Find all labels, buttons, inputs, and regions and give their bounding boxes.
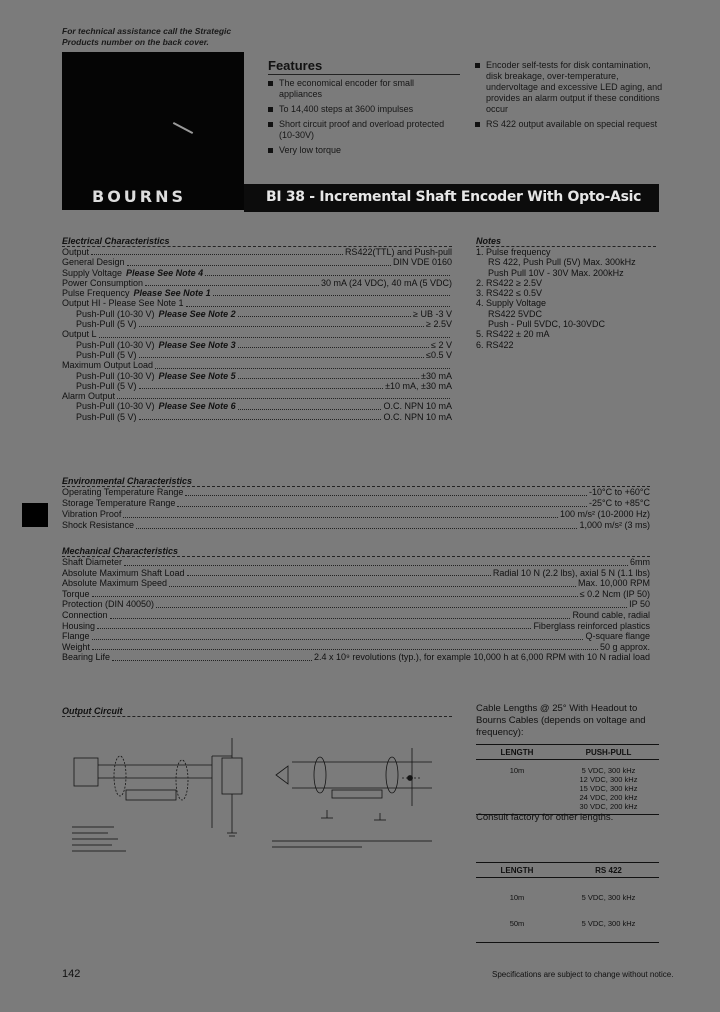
table-cell: 5 VDC, 300 kHz bbox=[581, 766, 636, 775]
dot-leader bbox=[177, 506, 587, 507]
spec-row bbox=[62, 557, 650, 568]
spec-value: Round cable, radial bbox=[572, 609, 650, 620]
spec-row bbox=[62, 621, 650, 632]
rs422-cable-table bbox=[476, 862, 659, 943]
spec-label: Push-Pull (5 V) bbox=[76, 411, 137, 422]
spec-label: Alarm Output bbox=[62, 391, 116, 402]
push-pull-cable-table bbox=[476, 744, 659, 815]
dot-leader bbox=[238, 409, 382, 410]
spec-note: Please See Note 2 bbox=[158, 308, 236, 319]
spec-label: Pulse Frequency bbox=[62, 288, 130, 299]
table-body bbox=[476, 760, 659, 814]
brand-logo: BOURNS bbox=[92, 187, 187, 206]
footer-disclaimer: Specifications are subject to change without notice. bbox=[492, 970, 674, 979]
spec-label: Storage Temperature Range bbox=[62, 498, 176, 508]
spec-value: -25°C to +85°C bbox=[589, 498, 650, 508]
spec-label: Torque bbox=[62, 588, 90, 599]
column-header: LENGTH bbox=[500, 747, 534, 757]
spec-label: Push-Pull (10-30 V) bbox=[76, 401, 155, 412]
spec-row bbox=[62, 589, 650, 600]
dot-leader bbox=[124, 565, 628, 566]
table-row bbox=[476, 802, 659, 811]
spec-value: RS422(TTL) and Push-pull bbox=[344, 247, 452, 257]
spec-label: Push-Pull (5 V) bbox=[76, 349, 137, 360]
table-body bbox=[476, 878, 659, 942]
section-heading: Notes bbox=[476, 236, 656, 247]
spec-value: DIN VDE 0160 bbox=[392, 257, 452, 268]
spec-row bbox=[62, 599, 650, 610]
table-row bbox=[476, 775, 659, 784]
table-cell: 30 VDC, 200 kHz bbox=[579, 802, 638, 811]
spec-row bbox=[62, 371, 452, 381]
table-row bbox=[476, 784, 659, 793]
dot-leader bbox=[139, 419, 382, 420]
note-line: 2. RS422 ≥ 2.5V bbox=[476, 277, 542, 288]
spec-note: Please See Note 6 bbox=[158, 401, 236, 412]
environmental-characteristics bbox=[62, 476, 650, 531]
spec-row bbox=[62, 498, 650, 509]
table-row bbox=[476, 910, 659, 936]
features-list-left bbox=[268, 78, 458, 160]
features-title: Features bbox=[268, 58, 323, 73]
dot-leader bbox=[110, 618, 571, 619]
mechanical-characteristics bbox=[62, 546, 650, 663]
spec-label: Connection bbox=[62, 609, 108, 620]
spec-row bbox=[62, 278, 452, 288]
column-header: RS 422 bbox=[595, 865, 622, 875]
spec-label: Push-Pull (10-30 V) bbox=[76, 308, 155, 319]
dot-leader bbox=[185, 495, 587, 496]
dot-leader bbox=[205, 275, 450, 276]
spec-row bbox=[62, 568, 650, 579]
spec-row bbox=[62, 642, 650, 653]
note-line: RS 422, Push Pull (5V) Max. 300kHz bbox=[488, 257, 636, 268]
spec-row bbox=[62, 268, 452, 278]
spec-value: ≤ 2 V bbox=[431, 339, 452, 350]
dot-leader bbox=[139, 326, 425, 327]
spec-row bbox=[62, 401, 452, 411]
note-line: Push Pull 10V - 30V Max. 200kHz bbox=[488, 267, 624, 278]
product-title-bar bbox=[244, 184, 659, 212]
table-cell: 5 VDC, 300 kHz bbox=[581, 918, 636, 928]
spec-label: Housing bbox=[62, 620, 96, 631]
spec-value: Fiberglass reinforced plastics bbox=[533, 620, 650, 631]
spec-value: ±30 mA bbox=[421, 370, 452, 381]
table-header bbox=[476, 745, 659, 760]
spec-label: Protection (DIN 40050) bbox=[62, 599, 155, 610]
spec-label: Absolute Maximum Shaft Load bbox=[62, 567, 185, 578]
spec-value: 6mm bbox=[630, 557, 650, 567]
table-cell: 10m bbox=[509, 766, 525, 775]
spec-value: 1,000 m/s² (3 ms) bbox=[579, 520, 650, 530]
table-row bbox=[476, 793, 659, 802]
dot-leader bbox=[123, 517, 558, 518]
column-header: PUSH-PULL bbox=[585, 747, 632, 757]
spec-row bbox=[62, 631, 650, 642]
spec-label: Shock Resistance bbox=[62, 520, 135, 530]
spec-value: ≥ 2.5V bbox=[426, 319, 452, 330]
dot-leader bbox=[145, 285, 319, 286]
spec-label: Absolute Maximum Speed bbox=[62, 578, 168, 589]
notes-lines bbox=[476, 247, 666, 350]
spec-value: ±10 mA, ±30 mA bbox=[385, 380, 452, 391]
section-heading: Mechanical Characteristics bbox=[62, 546, 650, 557]
product-photo bbox=[62, 52, 244, 210]
table-cell: 5 VDC, 300 kHz bbox=[581, 892, 636, 902]
spec-row bbox=[62, 350, 452, 360]
table-cell: 50m bbox=[509, 918, 525, 928]
dot-leader bbox=[136, 528, 577, 529]
spec-label: Flange bbox=[62, 631, 90, 642]
section-heading: Electrical Characteristics bbox=[62, 236, 452, 247]
spec-value: 100 m/s² (10-2000 Hz) bbox=[559, 509, 650, 519]
column-header: LENGTH bbox=[500, 865, 534, 875]
dot-leader bbox=[99, 337, 450, 338]
feature-item: Very low torque bbox=[268, 145, 458, 156]
dot-leader bbox=[92, 596, 578, 597]
spec-row bbox=[62, 288, 452, 298]
spec-value: ≤ 0.2 Ncm (IP 50) bbox=[579, 588, 650, 599]
spec-note: Please See Note 3 bbox=[158, 339, 236, 350]
feature-item: The economical encoder for small appliances bbox=[268, 78, 458, 100]
spec-label: Supply Voltage bbox=[62, 267, 123, 278]
spec-label: Bearing Life bbox=[62, 652, 111, 663]
product-title: BI 38 - Incremental Shaft Encoder With Opto-Asic bbox=[266, 189, 642, 205]
mechanical-rows bbox=[62, 557, 650, 663]
spec-row bbox=[62, 319, 452, 329]
spec-label: Push-Pull (10-30 V) bbox=[76, 370, 155, 381]
dot-leader bbox=[91, 254, 343, 255]
spec-value: Radial 10 N (2.2 lbs), axial 5 N (1.1 lbs) bbox=[492, 567, 650, 578]
spec-value: ≤0.5 V bbox=[426, 349, 452, 360]
consult-note: Consult factory for other lengths. bbox=[476, 812, 614, 823]
dot-leader bbox=[238, 316, 411, 317]
table-cell: 24 VDC, 200 kHz bbox=[579, 793, 638, 802]
spec-label: Push-Pull (5 V) bbox=[76, 319, 137, 330]
spec-row bbox=[62, 509, 650, 520]
table-header bbox=[476, 863, 659, 878]
spec-row bbox=[62, 381, 452, 391]
note-line: 1. Pulse frequency bbox=[476, 247, 551, 257]
dot-leader bbox=[155, 368, 450, 369]
spec-label: Output bbox=[62, 247, 90, 257]
table-row bbox=[476, 884, 659, 910]
electrical-rows bbox=[62, 247, 452, 422]
output-circuit-diagram bbox=[62, 718, 462, 868]
spec-row bbox=[62, 298, 452, 308]
section-heading: Output Circuit bbox=[62, 706, 452, 717]
table-cell: 15 VDC, 300 kHz bbox=[579, 784, 638, 793]
dot-leader bbox=[92, 649, 598, 650]
technical-assistance-note: For technical assistance call the Strategic Products number on the back cover. bbox=[62, 26, 232, 47]
spec-row bbox=[62, 520, 650, 531]
spec-row bbox=[62, 360, 452, 370]
note-line: 5. RS422 ± 20 mA bbox=[476, 329, 550, 340]
dot-leader bbox=[92, 639, 584, 640]
feature-item: Short circuit proof and overload protected (10-30V) bbox=[268, 119, 458, 141]
spec-label: Output HI - Please See Note 1 bbox=[62, 298, 184, 309]
spec-row bbox=[62, 487, 650, 498]
spec-row bbox=[62, 247, 452, 257]
spec-note: Please See Note 1 bbox=[133, 288, 211, 299]
note-line: RS422 5VDC bbox=[488, 308, 543, 319]
spec-value: ≥ UB -3 V bbox=[413, 308, 452, 319]
note-line: 3. RS422 ≤ 0.5V bbox=[476, 288, 542, 299]
dot-leader bbox=[112, 660, 312, 661]
spec-row bbox=[62, 309, 452, 319]
cable-lengths-intro: Cable Lengths @ 25° With Headout to Bourns Cables (depends on voltage and frequency): bbox=[476, 703, 646, 738]
spec-value: 50 g approx. bbox=[599, 641, 650, 652]
spec-label: Power Consumption bbox=[62, 277, 144, 288]
dot-leader bbox=[187, 575, 491, 576]
spec-row bbox=[62, 610, 650, 621]
feature-item: Encoder self-tests for disk contamination, disk breakage, over-temperature, undervoltage and excessive LED aging, and provides an alarm output if these conditions occur bbox=[475, 60, 665, 115]
dot-leader bbox=[238, 347, 429, 348]
dot-leader bbox=[139, 388, 384, 389]
environmental-rows bbox=[62, 487, 650, 531]
output-circuit-section bbox=[62, 706, 452, 717]
note-line: 6. RS422 bbox=[476, 339, 514, 350]
spec-label: Operating Temperature Range bbox=[62, 487, 184, 497]
page-number: 142 bbox=[62, 968, 81, 980]
spec-value: 2.4 x 10⁹ revolutions (typ.), for example 10,000 h at 6,000 RPM with 10 N radial load bbox=[313, 652, 650, 663]
page-side-tab bbox=[22, 503, 48, 527]
spec-row bbox=[62, 257, 452, 267]
spec-label: Push-Pull (10-30 V) bbox=[76, 339, 155, 350]
features-divider bbox=[268, 74, 460, 75]
table-cell: 10m bbox=[509, 892, 525, 902]
section-heading: Environmental Characteristics bbox=[62, 476, 650, 487]
spec-label: Output L bbox=[62, 329, 97, 340]
electrical-characteristics bbox=[62, 236, 452, 422]
spec-label: Push-Pull (5 V) bbox=[76, 380, 137, 391]
spec-row bbox=[62, 329, 452, 339]
spec-label: Weight bbox=[62, 641, 90, 652]
spec-label: Shaft Diameter bbox=[62, 557, 123, 567]
spec-row bbox=[62, 652, 650, 663]
spec-row bbox=[62, 412, 452, 422]
spec-note: Please See Note 5 bbox=[158, 370, 236, 381]
dot-leader bbox=[97, 628, 531, 629]
spec-value: Q-square flange bbox=[585, 631, 650, 642]
dot-leader bbox=[117, 398, 450, 399]
feature-item: To 14,400 steps at 3600 impulses bbox=[268, 104, 458, 115]
dot-leader bbox=[139, 357, 425, 358]
spec-row bbox=[62, 391, 452, 401]
notes-section bbox=[476, 236, 666, 350]
encoder-shaft-graphic bbox=[173, 122, 193, 134]
spec-label: Vibration Proof bbox=[62, 509, 122, 519]
dot-leader bbox=[156, 607, 627, 608]
feature-item: RS 422 output available on special request bbox=[475, 119, 665, 130]
spec-label: Maximum Output Load bbox=[62, 360, 154, 371]
dot-leader bbox=[186, 306, 450, 307]
spec-value: Max. 10,000 RPM bbox=[577, 578, 650, 589]
spec-value: -10°C to +60°C bbox=[589, 487, 650, 497]
dot-leader bbox=[238, 378, 419, 379]
table-cell: 12 VDC, 300 kHz bbox=[579, 775, 638, 784]
features-list-right bbox=[475, 60, 665, 134]
table-row bbox=[476, 766, 659, 775]
spec-row bbox=[62, 340, 452, 350]
dot-leader bbox=[213, 295, 450, 296]
spec-value: 30 mA (24 VDC), 40 mA (5 VDC) bbox=[320, 277, 452, 288]
spec-value: O.C. NPN 10 mA bbox=[383, 411, 452, 422]
spec-row bbox=[62, 578, 650, 589]
dot-leader bbox=[127, 265, 391, 266]
note-line: 4. Supply Voltage bbox=[476, 298, 547, 309]
spec-value: O.C. NPN 10 mA bbox=[383, 401, 452, 412]
note-line: Push - Pull 5VDC, 10-30VDC bbox=[488, 319, 606, 330]
spec-value: IP 50 bbox=[629, 599, 650, 610]
dot-leader bbox=[169, 586, 576, 587]
spec-note: Please See Note 4 bbox=[126, 267, 204, 278]
spec-label: General Design bbox=[62, 257, 125, 268]
